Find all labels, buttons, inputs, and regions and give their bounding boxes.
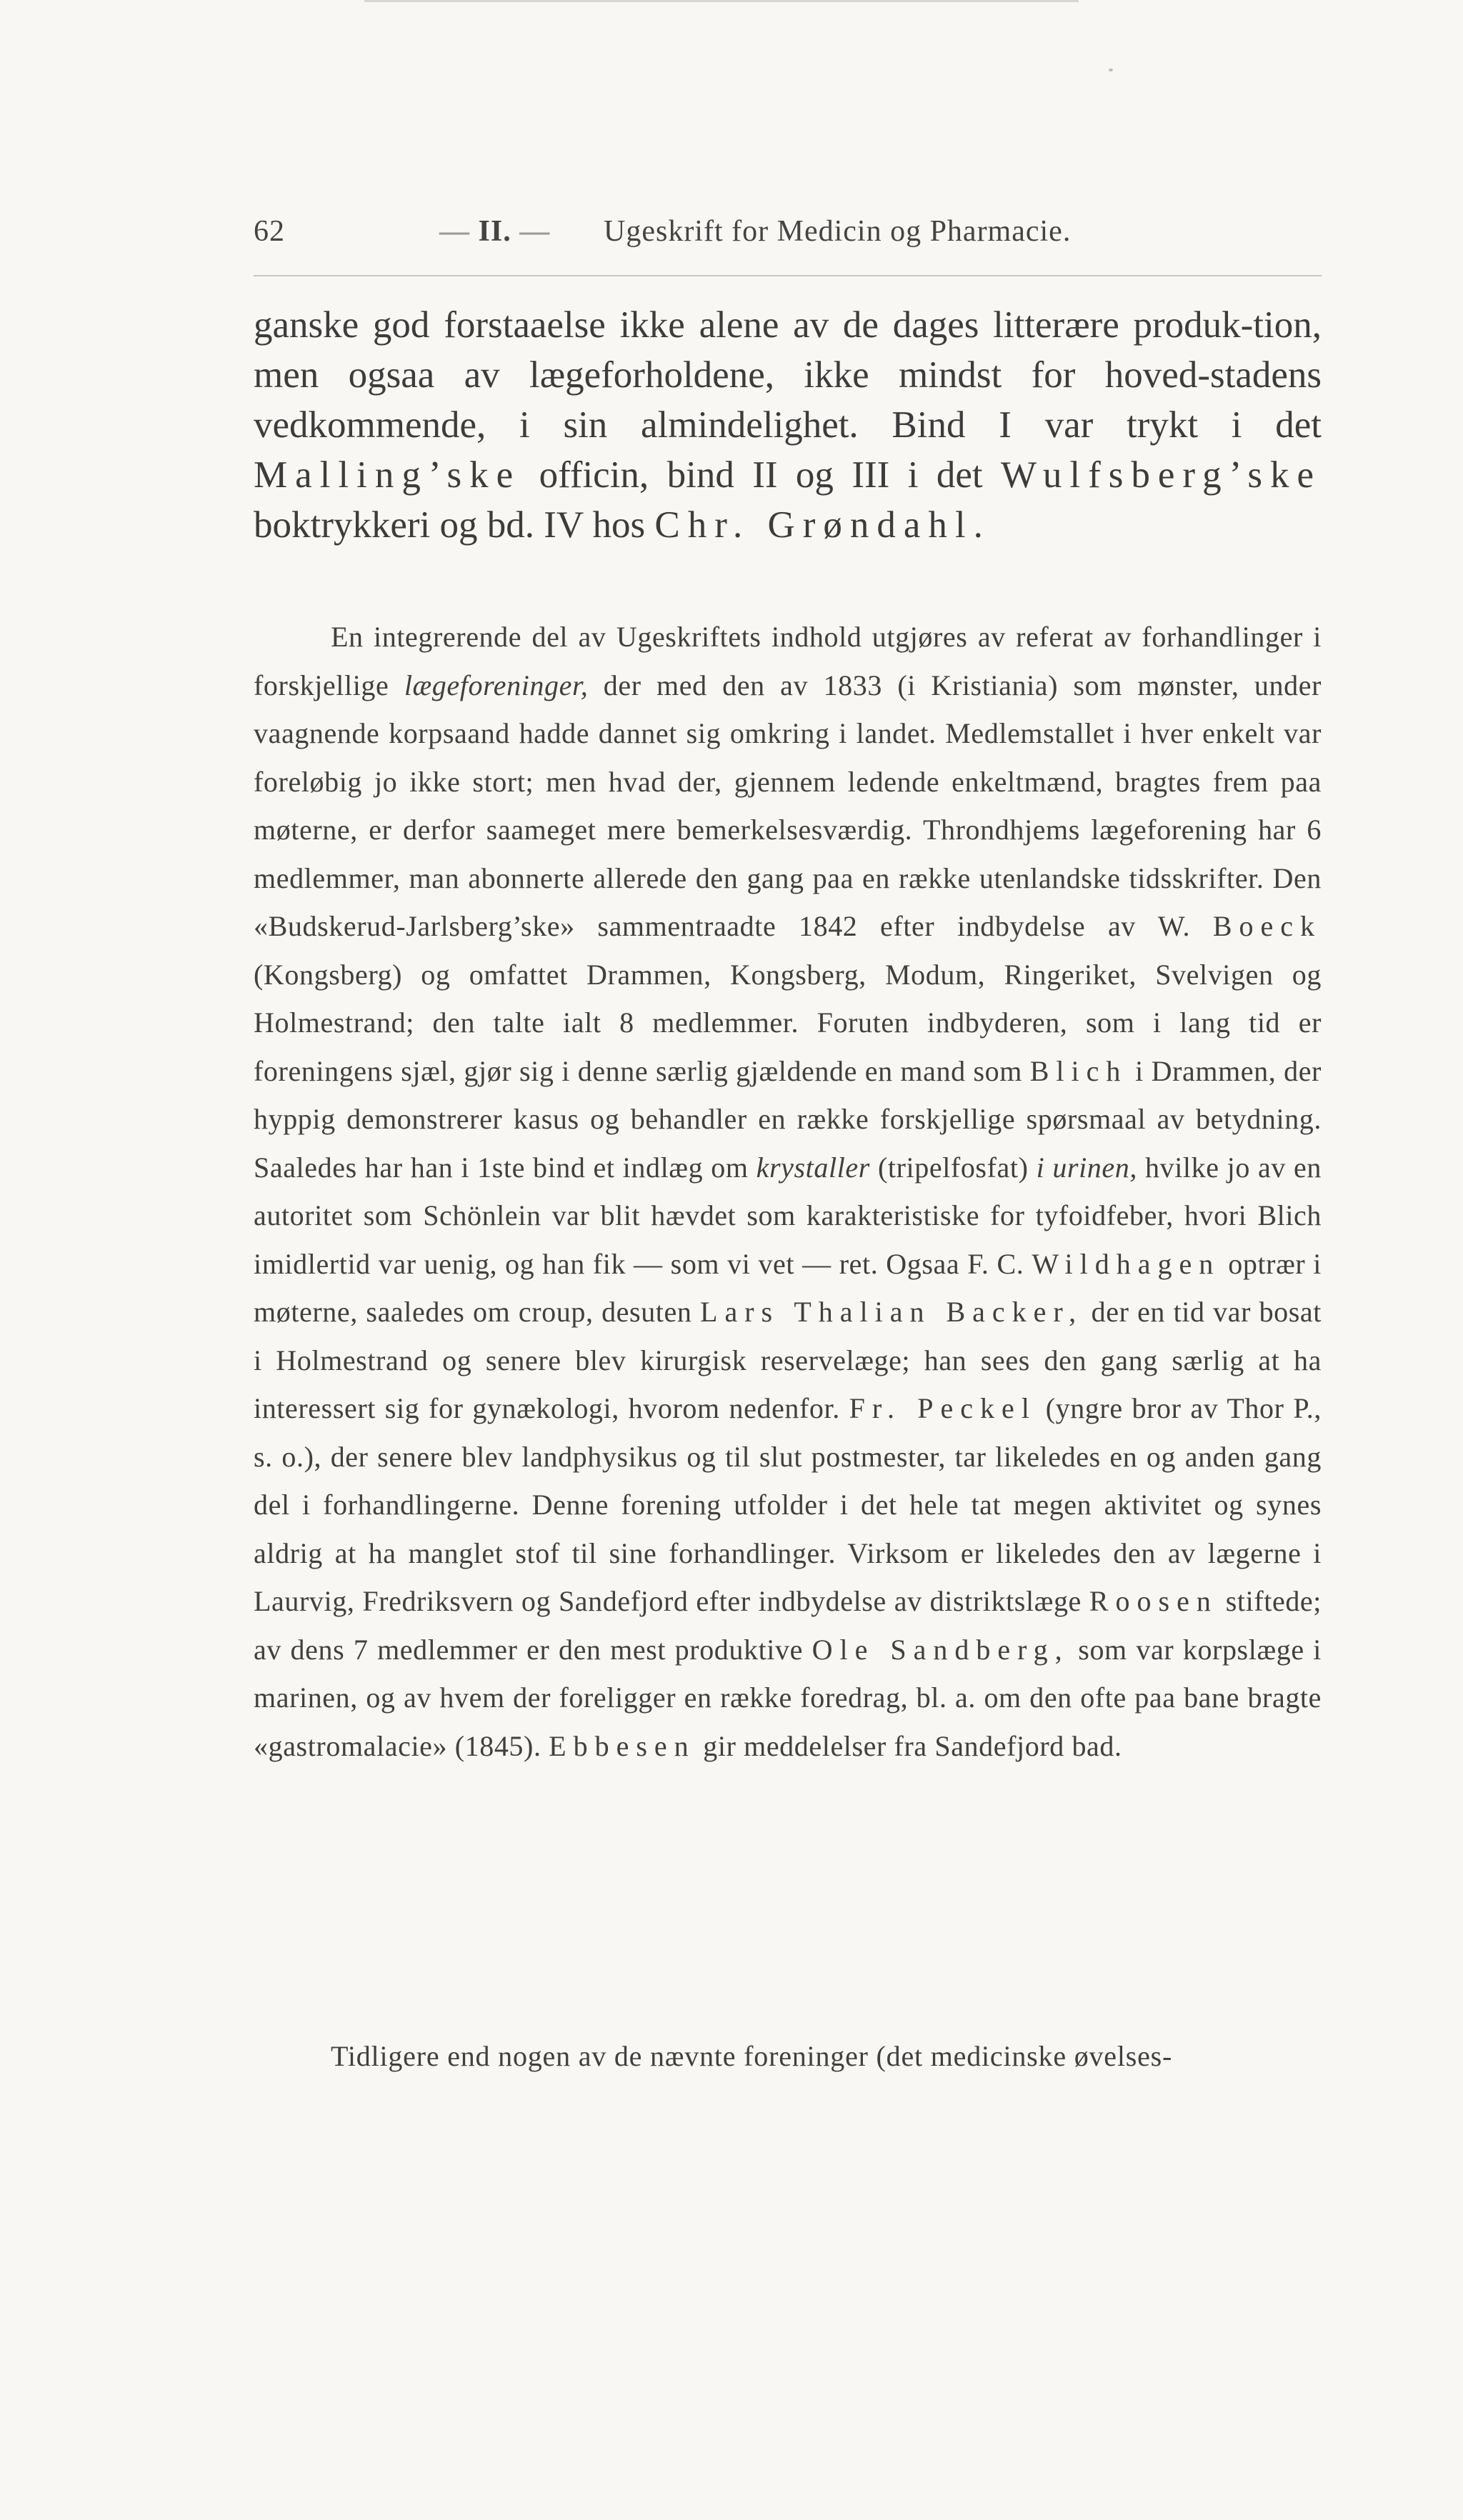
part-number-label: II. [478,215,511,248]
body-seg-9: (yngre bror av Thor P., s. o.), der senere blev landphysikus og til slut postmester, tar likeledes en og anden gang del i forhandlingerne. Denne forening utfolder i det hele tat megen aktivitet og synes aldrig at ha manglet stof til sine forhandlinger. Virksom er likeledes den av lægerne i Laurvig, Fredriksvern og Sandefjord efter indbydelse av distriktslæge [254,1392,1322,1617]
header-dash-left: — [439,215,470,248]
body-seg-7: optrær i møterne, saaledes om croup, desuten [254,1247,1322,1328]
term-laegeforeninger: lægeforeninger, [404,669,589,701]
intro-paragraph [254,300,1322,550]
body-seg-3: (Kongsberg) og omfattet Drammen, Kongsberg, Modum, Ringeriket, Svelvigen og Holmestrand; den talte ialt 8 medlemmer. Foruten indbyderen, som i lang tid er foreningens sjæl, gjør sig i denne særlig gjældende en mand som [254,958,1322,1087]
name-lars-thalian-backer: Lars Thalian Backer, [700,1296,1084,1328]
name-boeck: Boeck [1212,910,1322,942]
term-krystaller: krystaller [756,1151,870,1184]
body-seg-6: hvilke jo av en autoritet som Schönlein var blit hævdet som karakteristiske for tyfoidfeber, hvori Blich imidlertid var uenig, og han fik — som vi vet — ret. Ogsaa F. C. [254,1151,1322,1280]
running-header [254,214,1322,257]
name-fr-peckel: Fr. Peckel [849,1392,1037,1424]
intro-text-4: . [973,504,983,546]
name-ole-sandberg: Ole Sandberg, [812,1633,1069,1666]
name-wildhagen: Wildhagen [1032,1247,1221,1280]
intro-text-2: officin, bind II og III i det [521,454,1001,496]
name-malling: Malling’ske [254,454,521,496]
body-seg-1: En integrerende del av Ugeskriftets indhold utgjøres av referat av forhandlinger i forskjellige [254,621,1322,701]
name-ebbesen: Ebbesen [549,1729,696,1762]
part-number [439,214,550,249]
top-edge-rule [364,0,1079,2]
body-seg-8: der en tid var bosat i Holmestrand og senere blev kirurgisk reservelæge; han sees den gang særlig at ha interessert sig for gynækologi, hvorom nedenfor. [254,1296,1322,1424]
body-text [254,613,1322,1770]
name-roosen: Roosen [1089,1585,1218,1617]
print-speck [1109,69,1113,71]
body-seg-10: stiftede; av dens 7 medlemmer er den mest produktive [254,1585,1322,1666]
page-number: 62 [254,215,285,248]
body-seg-11: som var korpslæge i marinen, og av hvem der foreligger en række foredrag, bl. a. om den ofte paa bane bragte «gastromalacie» (1845). [254,1633,1322,1762]
body-seg-12: gir meddelelser fra Sandefjord bad. [695,1729,1122,1762]
header-rule [254,275,1322,276]
term-i-urinen: i urinen, [1036,1151,1137,1184]
intro-text-3: boktrykkeri og bd. IV hos [254,504,655,546]
header-dash-right: — [519,215,551,248]
intro-text [254,300,1322,550]
next-paragraph-start: Tidligere end nogen av de nævnte foreninger (det medicinske øvelses- [331,2040,1173,2072]
body-paragraph [254,613,1322,1770]
body-seg-5: (tripelfosfat) [869,1151,1037,1184]
journal-title: Ugeskrift for Medicin og Pharmacie. [604,215,1072,248]
name-grondahl: Chr. Grøndahl [654,504,974,546]
intro-text-1: ganske god forstaaelse ikke alene av de dages litterære produk-tion, men ogsaa av lægeforholdene, ikke mindst for hoved-stadens vedkommende, i sin almindelighet. Bind I var trykt i det [254,304,1322,446]
name-wulfsberg: Wulfsberg’ske [1001,454,1322,496]
body-seg-4: i Drammen, der hyppig demonstrerer kasus og behandler en række forskjellige spørsmaal av betydning. Saaledes har han i 1ste bind et indlæg om [254,1054,1322,1184]
name-blich: Blich [1029,1054,1128,1087]
body-seg-2: der med den av 1833 (i Kristiania) som mønster, under vaagnende korpsaand hadde dannet sig omkring i landet. Medlemstallet i hver enkelt var foreløbig jo ikke stort; men hvad der, gjennem ledende enkeltmænd, bragtes frem paa møterne, er derfor saameget mere bemerkelsesværdig. Throndhjems lægeforening har 6 medlemmer, man abonnerte allerede den gang paa en række utenlandske tidsskrifter. Den «Budskerud-Jarlsberg’ske» sammentraadte 1842 efter indbydelse av W. [254,669,1322,942]
